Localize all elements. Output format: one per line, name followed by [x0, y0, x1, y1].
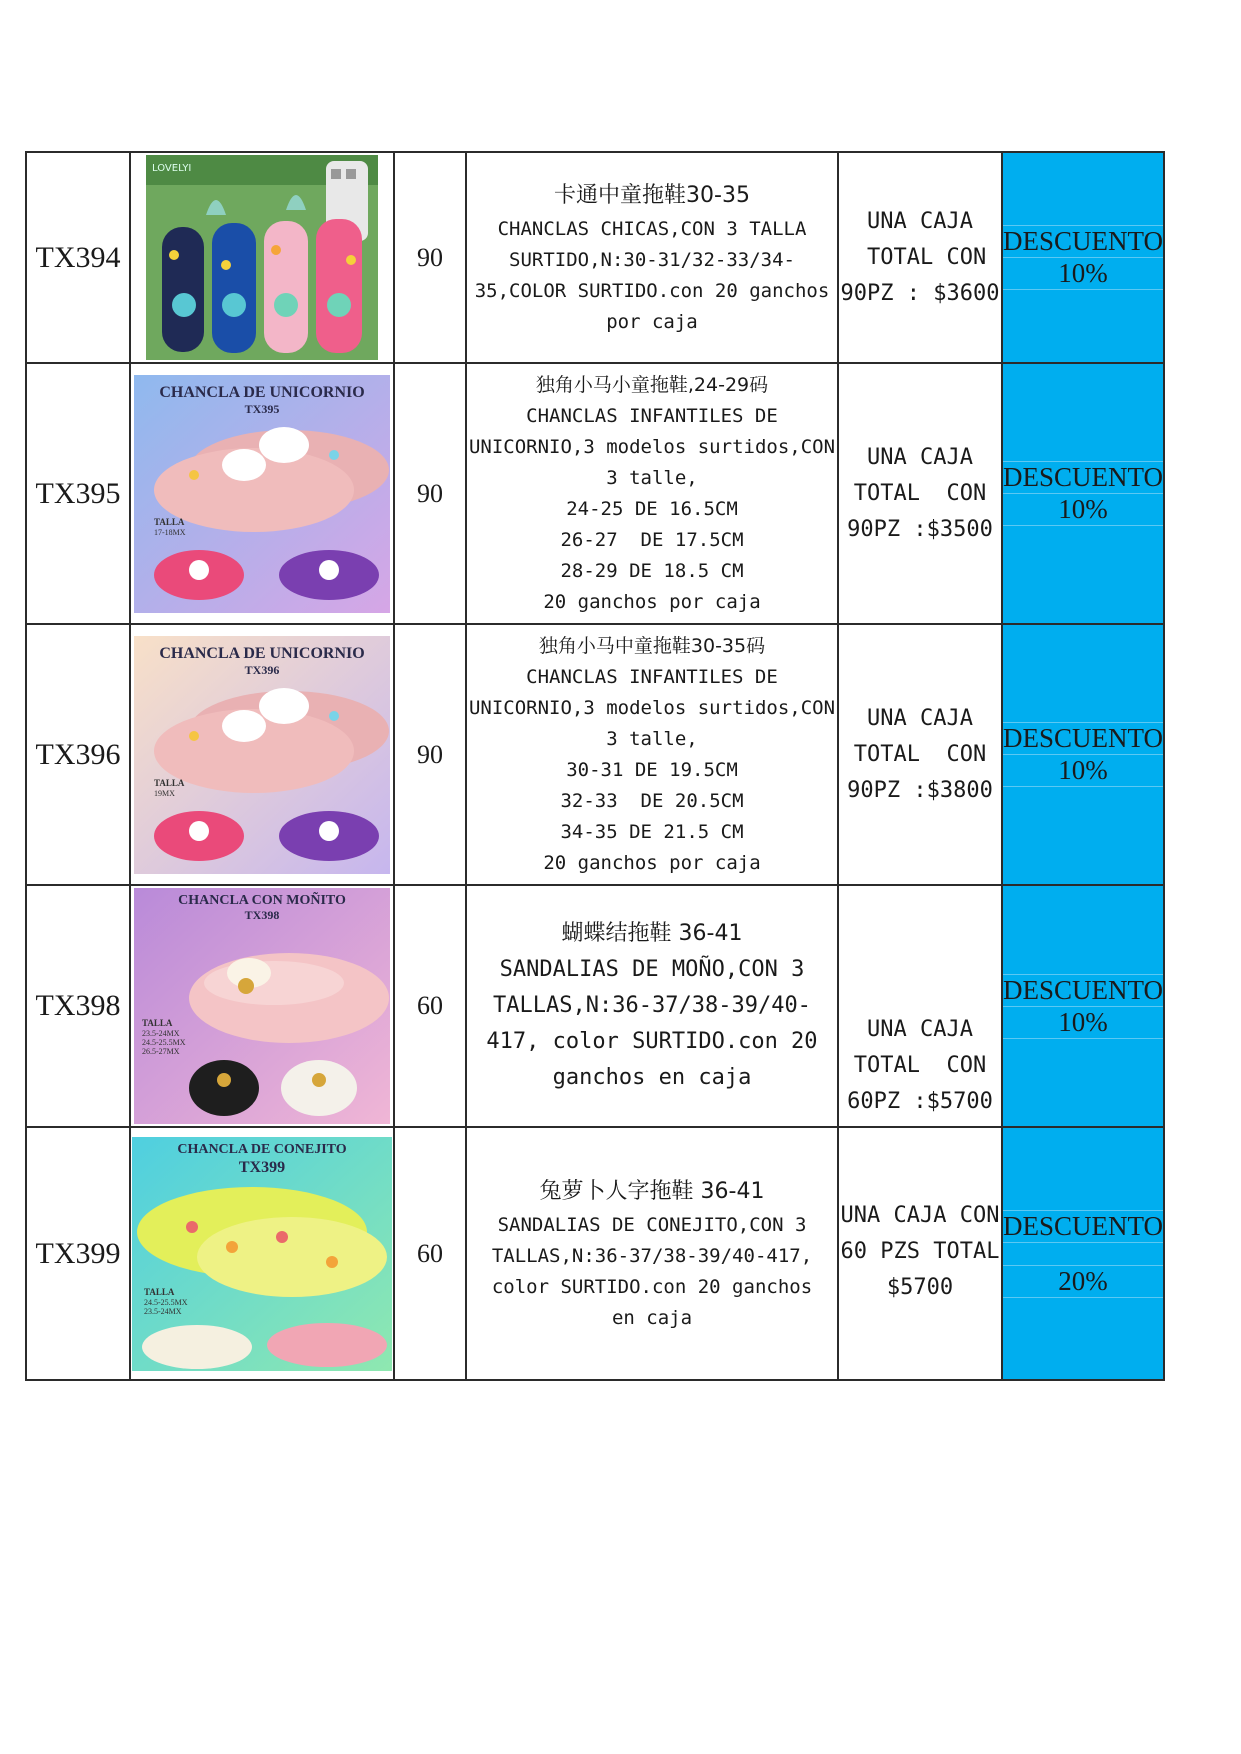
desc-line: 417, color SURTIDO.con 20	[486, 1029, 818, 1054]
price-line: TOTAL CON	[853, 741, 987, 767]
size-label: TALLA	[142, 1018, 173, 1028]
price-line: UNA CAJA	[867, 1017, 973, 1042]
product-photo	[134, 888, 390, 1124]
image-subtitle: TX395	[244, 401, 280, 416]
desc-line: CHANCLAS INFANTILES DE	[526, 665, 778, 688]
desc-line: TALLAS,N:36-37/38-39/40-417,	[491, 1244, 813, 1267]
quantity: 60	[394, 885, 466, 1127]
desc-line: 35,COLOR SURTIDO.con 20 ganchos	[474, 279, 830, 302]
product-description	[466, 152, 838, 363]
product-image-cell	[130, 363, 394, 624]
desc-line: 蝴蝶结拖鞋 36-41	[561, 921, 743, 946]
price-line: 60PZ :$5700	[847, 1089, 993, 1114]
table-row	[26, 885, 1164, 1127]
desc-line: CHANCLAS CHICAS,CON 3 TALLA	[497, 217, 807, 240]
discount-percent: 20%	[1003, 1265, 1163, 1298]
price-line: $5700	[886, 1275, 954, 1300]
table-row	[26, 624, 1164, 885]
product-description	[466, 885, 838, 1127]
price-info	[838, 624, 1002, 885]
brand-label: LOVELYI	[152, 163, 192, 174]
price-line: UNA CAJA	[867, 444, 973, 470]
desc-line: SURTIDO,N:30-31/32-33/34-	[509, 248, 795, 271]
size-range: 19MX	[154, 788, 175, 798]
table-row	[26, 1127, 1164, 1380]
product-table	[25, 151, 1165, 1381]
desc-line: 独角小马中童拖鞋30-35码	[538, 634, 766, 657]
discount-percent: 10%	[1003, 1007, 1163, 1039]
product-code: TX395	[26, 363, 130, 624]
desc-line: UNICORNIO,3 modelos surtidos,CON	[468, 696, 836, 719]
discount-cell	[1002, 885, 1164, 1127]
desc-line: ganchos en caja	[552, 1065, 752, 1090]
size-range: 24.5-25.5MX	[142, 1038, 186, 1047]
price-line: UNA CAJA	[867, 208, 973, 234]
discount-cell	[1002, 1127, 1164, 1380]
desc-line: SANDALIAS DE CONEJITO,CON 3	[497, 1213, 807, 1236]
quantity: 90	[394, 363, 466, 624]
image-title: CHANCLA CON MOÑITO	[178, 893, 346, 908]
price-line: 60 PZS TOTAL	[840, 1239, 1000, 1264]
size-range: 17-18MX	[154, 527, 186, 537]
size-label: TALLA	[144, 1286, 175, 1297]
table-row	[26, 363, 1164, 624]
desc-line: TALLAS,N:36-37/38-39/40-	[493, 993, 811, 1018]
product-code: TX394	[26, 152, 130, 363]
image-title: CHANCLA DE UNICORNIO	[159, 383, 365, 401]
desc-line: 20 ganchos por caja	[543, 590, 761, 613]
product-photo	[132, 1137, 392, 1371]
size-label: TALLA	[154, 516, 185, 527]
quantity: 90	[394, 624, 466, 885]
size-label: TALLA	[154, 777, 185, 788]
product-photo	[146, 155, 378, 360]
discount-label: DESCUENTO	[1003, 723, 1164, 753]
product-image-cell	[130, 152, 394, 363]
image-subtitle: TX396	[244, 662, 280, 677]
discount-percent: 10%	[1003, 755, 1163, 787]
price-info	[838, 885, 1002, 1127]
product-image-cell	[130, 885, 394, 1127]
size-range: 23.5-24MX	[142, 1029, 180, 1038]
image-subtitle: TX398	[244, 908, 280, 922]
discount-cell	[1002, 152, 1164, 363]
price-line: 90PZ : $3600	[840, 280, 1000, 306]
quantity: 90	[394, 152, 466, 363]
discount-label: DESCUENTO	[1003, 974, 1164, 1005]
desc-line: 卡通中童拖鞋30-35	[554, 182, 750, 208]
desc-line: 30-31 DE 19.5CM	[566, 758, 738, 781]
image-title: CHANCLA DE UNICORNIO	[159, 644, 365, 662]
product-image-cell	[130, 1127, 394, 1380]
price-line: TOTAL CON	[853, 244, 987, 270]
product-image-cell	[130, 624, 394, 885]
price-line: TOTAL CON	[853, 1053, 987, 1078]
desc-line: 32-33 DE 20.5CM	[560, 789, 744, 812]
desc-line: 24-25 DE 16.5CM	[566, 497, 738, 520]
desc-line: 独角小马小童拖鞋,24-29码	[535, 373, 769, 396]
desc-line: 3 talle,	[606, 466, 698, 489]
price-line: UNA CAJA CON	[840, 1203, 1000, 1228]
desc-line: 28-29 DE 18.5 CM	[560, 559, 744, 582]
desc-line: por caja	[606, 310, 698, 333]
discount-cell	[1002, 624, 1164, 885]
product-description	[466, 624, 838, 885]
price-info	[838, 152, 1002, 363]
price-info	[838, 363, 1002, 624]
product-photo	[134, 636, 390, 874]
product-code: TX399	[26, 1127, 130, 1380]
discount-label: DESCUENTO	[1003, 1210, 1164, 1241]
quantity: 60	[394, 1127, 466, 1380]
price-line: UNA CAJA	[867, 705, 973, 731]
discount-label: DESCUENTO	[1003, 462, 1164, 492]
table-row	[26, 152, 1164, 363]
desc-line: UNICORNIO,3 modelos surtidos,CON	[468, 435, 836, 458]
desc-line: 3 talle,	[606, 727, 698, 750]
discount-cell	[1002, 363, 1164, 624]
price-line: 90PZ :$3500	[847, 516, 993, 542]
product-description	[466, 363, 838, 624]
desc-line: color SURTIDO.con 20 ganchos	[491, 1275, 813, 1298]
product-description	[466, 1127, 838, 1380]
desc-line: SANDALIAS DE MOÑO,CON 3	[499, 957, 805, 982]
product-code: TX398	[26, 885, 130, 1127]
size-range: 26.5-27MX	[142, 1047, 180, 1056]
desc-line: CHANCLAS INFANTILES DE	[526, 404, 778, 427]
desc-line: 34-35 DE 21.5 CM	[560, 820, 744, 843]
size-range: 23.5-24MX	[144, 1306, 182, 1316]
image-title: CHANCLA DE CONEJITO	[177, 1141, 347, 1157]
desc-line: en caja	[611, 1306, 693, 1329]
desc-line: 26-27 DE 17.5CM	[560, 528, 744, 551]
size-range: 24.5-25.5MX	[144, 1297, 188, 1307]
product-code: TX396	[26, 624, 130, 885]
discount-label: DESCUENTO	[1003, 226, 1164, 256]
desc-line: 兔萝卜人字拖鞋 36-41	[539, 1178, 765, 1204]
price-line: TOTAL CON	[853, 480, 987, 506]
price-info	[838, 1127, 1002, 1380]
product-photo	[134, 375, 390, 613]
price-line: 90PZ :$3800	[847, 777, 993, 803]
discount-percent: 10%	[1003, 258, 1163, 290]
discount-percent: 10%	[1003, 494, 1163, 526]
desc-line: 20 ganchos por caja	[543, 851, 761, 874]
image-subtitle: TX399	[238, 1158, 286, 1176]
